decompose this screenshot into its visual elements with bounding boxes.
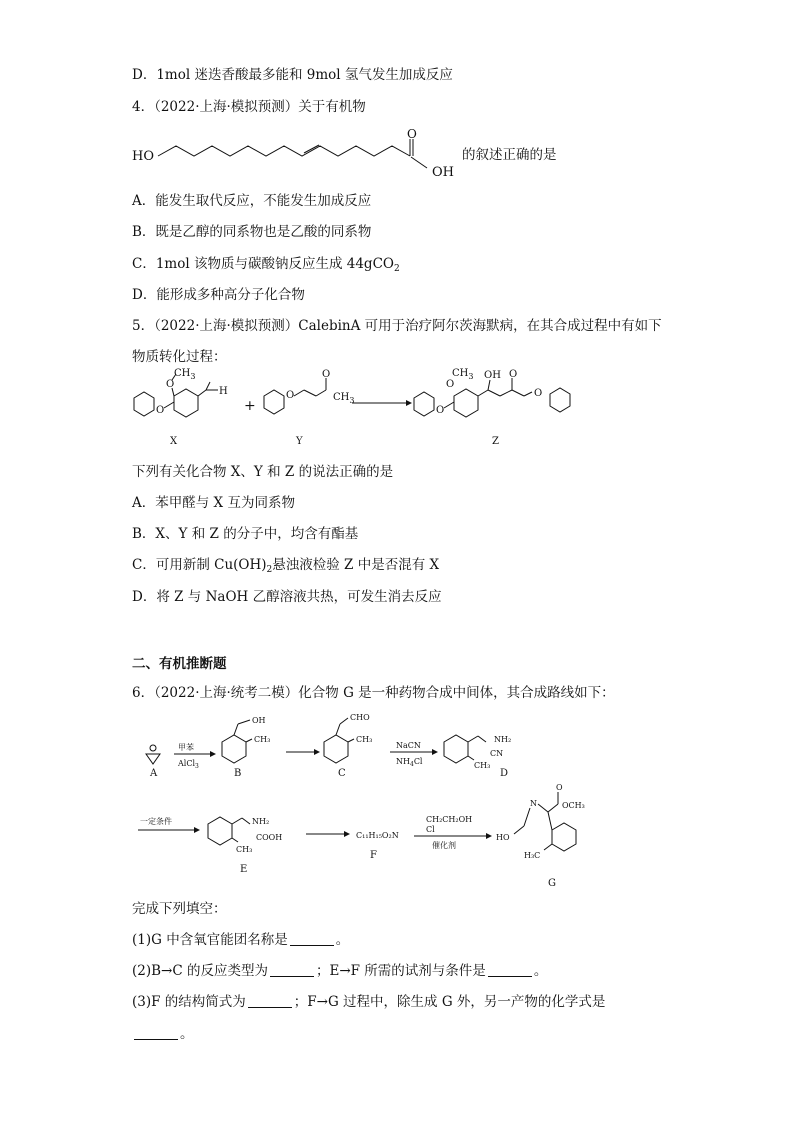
svg-text:X: X (170, 436, 178, 447)
answer-blank[interactable] (248, 995, 292, 1008)
svg-text:C₁₁H₁₅O₂N: C₁₁H₁₅O₂N (356, 831, 399, 840)
svg-text:甲苯: 甲苯 (178, 743, 194, 752)
svg-text:CH₃: CH₃ (236, 845, 253, 854)
svg-text:CH₃: CH₃ (356, 735, 373, 744)
svg-text:CHO: CHO (350, 713, 370, 722)
q4-oh-label: OH (432, 165, 454, 180)
q6-stem: 6．（2022·上海·统考二模）化合物 G 是一种药物合成中间体，其合成路线如下： (132, 685, 615, 701)
q6-subquestion-3-cont: 。 (132, 1025, 194, 1043)
svg-text:CH3: $CH_3$ (174, 368, 196, 381)
q4-option-d: D．能形成多种高分子化合物 (132, 287, 305, 303)
svg-text:G: G (548, 878, 556, 889)
q4-option-b: B．既是乙醇的同系物也是乙酸的同系物 (132, 224, 372, 240)
svg-text:CN: CN (490, 749, 504, 758)
svg-text:CH₃: CH₃ (254, 735, 271, 744)
q4-stem: 4．（2022·上海·模拟预测）关于有机物 (132, 99, 366, 115)
svg-text:N: N (530, 799, 537, 808)
q4-structure (132, 126, 472, 182)
q5-question: 下列有关化合物 X、Y 和 Z 的说法正确的是 (132, 464, 394, 480)
svg-text:O: O (166, 379, 175, 390)
svg-text:CH3: $CH_3$ (333, 392, 355, 405)
svg-text:NH4Cl: $NH_4Cl$ (396, 757, 423, 768)
svg-text:E: E (240, 864, 248, 875)
svg-text:O: O (556, 783, 563, 792)
svg-text:COOH: COOH (256, 833, 283, 842)
q4-option-a: A．能发生取代反应，不能发生加成反应 (132, 193, 372, 209)
q3-option-d: D．1mol 迷迭香酸最多能和 9mol 氢气发生加成反应 (132, 67, 453, 83)
q4-option-c: C．1mol 该物质与碳酸钠反应生成 44gCO$_2$ (132, 256, 400, 274)
q5-option-a: A．苯甲醛与 X 互为同系物 (132, 495, 295, 511)
q6-subquestion-1: (1)G 中含氧官能团名称是 。 (132, 932, 350, 948)
svg-text:CH₂CH₂OH: CH₂CH₂OH (426, 815, 473, 824)
svg-text:NH₂: NH₂ (494, 735, 512, 744)
svg-text:O: O (436, 405, 445, 416)
svg-text:Y: Y (296, 436, 303, 447)
svg-text:催化剂: 催化剂 (432, 841, 456, 850)
svg-text:CH3: $CH_3$ (452, 368, 474, 381)
svg-text:A: A (150, 768, 158, 779)
svg-text:AlCl3: AlCl$_3$ (178, 759, 199, 770)
svg-text:H₃C: H₃C (524, 851, 541, 860)
q5-stem-line2: 物质转化过程： (132, 349, 227, 365)
q4-stem-tail: 的叙述正确的是 (462, 147, 557, 163)
svg-text:B: B (234, 768, 242, 779)
svg-text:O: O (534, 388, 543, 399)
svg-text:O: O (286, 390, 295, 401)
q5-stem-line1: 5．（2022·上海·模拟预测）CalebinA 可用于治疗阿尔茨海默病，在其合成过程中有如下 (132, 318, 662, 334)
q4-o-label: O (407, 127, 417, 141)
q6-subquestion-3: (3)F 的结构简式为 ；F→G 过程中，除生成 G 外，另一产物的化学式是 (132, 994, 606, 1010)
svg-text:OH: OH (252, 716, 266, 725)
section-heading: 二、有机推断题 (132, 656, 227, 672)
svg-text:NaCN: NaCN (396, 741, 421, 750)
answer-blank[interactable] (290, 933, 334, 946)
svg-text:O: O (156, 405, 165, 416)
svg-text:OCH₃: OCH₃ (562, 801, 585, 810)
q6-subquestion-2: (2)B→C 的反应类型为 ；E→F 所需的试剂与条件是 。 (132, 963, 548, 979)
answer-blank[interactable] (270, 964, 314, 977)
svg-text:CH₃: CH₃ (474, 761, 491, 770)
svg-text:O: O (509, 369, 518, 380)
q5-option-b: B．X、Y 和 Z 的分子中，均含有酯基 (132, 526, 359, 542)
answer-blank[interactable] (134, 1027, 178, 1040)
q5-option-c: C．可用新制 $Cu(OH)_2$悬浊液检验 Z 中是否混有 X (132, 557, 440, 575)
svg-text:F: F (370, 850, 377, 861)
svg-text:Cl: Cl (426, 825, 435, 834)
svg-text:Z: Z (492, 436, 499, 447)
q5-reaction-scheme (126, 368, 596, 450)
svg-text:HO: HO (496, 833, 510, 842)
svg-text:D: D (500, 768, 509, 779)
svg-text:C: C (338, 768, 346, 779)
q5-option-d: D．将 Z 与 NaOH 乙醇溶液共热，可发生消去反应 (132, 589, 442, 605)
answer-blank[interactable] (488, 964, 532, 977)
svg-text:O: O (322, 369, 331, 380)
svg-text:+: + (244, 398, 256, 414)
q6-instruction: 完成下列填空： (132, 901, 227, 917)
q4-ho-label: HO (132, 149, 154, 164)
q6-synthesis-scheme (134, 712, 654, 890)
svg-text:H: H (219, 386, 228, 397)
svg-text:NH₂: NH₂ (252, 817, 270, 826)
svg-text:一定条件: 一定条件 (140, 817, 172, 826)
svg-text:OH: OH (484, 370, 501, 381)
svg-text:O: O (446, 379, 455, 390)
